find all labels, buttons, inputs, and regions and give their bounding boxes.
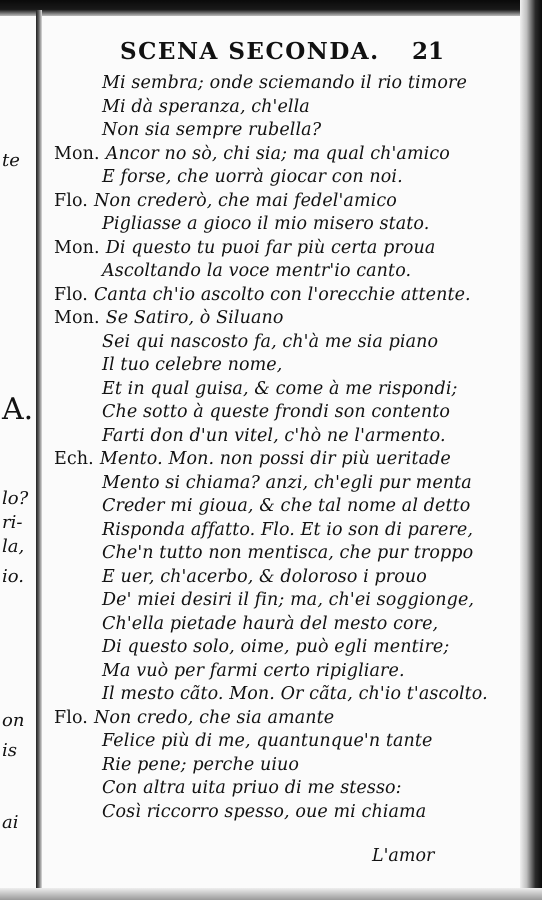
- verse-line: [54, 213, 519, 237]
- verse-line: [54, 190, 519, 214]
- verse-line: [54, 754, 519, 778]
- verse-line: [54, 495, 519, 519]
- verse-text: Di questo tu puoi far più certa proua: [105, 237, 436, 258]
- speaker-label: Flo.: [54, 707, 88, 728]
- facing-page-fragment: A.: [2, 392, 34, 427]
- verse-text: Mi sembra; onde sciemando il rio timore: [102, 73, 467, 93]
- page-header: [120, 38, 500, 68]
- verse-text: Ma vuò per farmi certo ripigliare.: [102, 660, 405, 681]
- verse-text: Se Satiro, ò Siluano: [105, 308, 284, 328]
- speaker-label: Mon.: [54, 143, 100, 164]
- verse-line: [54, 331, 519, 355]
- verse-line: [54, 448, 519, 472]
- verse-text: Non crederò, che mai fedel'amico: [93, 190, 397, 211]
- verse-text: Ancor no sò, chi sia; ma qual ch'amico: [105, 143, 450, 164]
- verse-line: [54, 307, 519, 331]
- verse-line: [54, 519, 519, 543]
- verse-line: [54, 378, 519, 402]
- verse-line: [54, 96, 519, 120]
- verse-text: De' miei desiri il fin; ma, ch'ei soggionge,: [102, 590, 475, 610]
- verse-text: Di questo solo, oime, può egli mentire;: [102, 637, 450, 657]
- speaker-label: Ech.: [54, 449, 94, 469]
- speaker-label: Flo.: [54, 190, 88, 211]
- verse-text: E forse, che uorrà giocar con noi.: [102, 167, 403, 187]
- verse-text: Non sia sempre rubella?: [102, 120, 322, 140]
- verse-text: Sei qui nascosto fa, ch'à me sia piano: [102, 331, 439, 352]
- facing-page-fragment: la,: [2, 536, 25, 557]
- verse-text: Mi dà speranza, ch'ella: [102, 96, 310, 117]
- verse-text: Non credo, che sia amante: [93, 707, 335, 728]
- running-title: SCENA SECONDA.: [120, 38, 380, 65]
- verse-text: Con altra uita priuo di me stesso:: [102, 778, 402, 798]
- facing-page-fragment: on: [2, 710, 25, 731]
- facing-page-fragment: ri-: [2, 512, 23, 533]
- speaker-label: Flo.: [54, 284, 88, 305]
- verse-text: Et in qual guisa, & come à me rispondi;: [102, 378, 458, 399]
- verse-line: [54, 260, 519, 284]
- verse-line: [54, 730, 519, 754]
- verse-line: [54, 354, 519, 378]
- speaker-label: Mon.: [54, 237, 100, 258]
- verse-text: Mento. Mon. non possi dir più ueritade: [99, 449, 451, 469]
- verse-text: Pigliasse a gioco il mio misero stato.: [102, 214, 430, 234]
- verse-text: Risponda affatto. Flo. Et io son di parere,: [102, 519, 474, 540]
- speaker-label: Mon.: [54, 308, 100, 328]
- verse-text: E uer, ch'acerbo, & doloroso i prouo: [102, 566, 427, 587]
- verse-line: [54, 801, 519, 825]
- verse-text: Farti don d'un vitel, c'hò ne l'armento.: [102, 425, 446, 446]
- verse-text: Così riccorro spesso, oue mi chiama: [102, 801, 427, 822]
- verse-text: Il tuo celebre nome,: [102, 355, 283, 375]
- facing-page-fragment: lo?: [2, 488, 29, 509]
- verse-text: Rie pene; perche uiuo: [102, 754, 300, 775]
- facing-page-fragment: is: [2, 740, 17, 761]
- page-bottom-edge: [0, 888, 542, 900]
- facing-page-margin: [0, 0, 36, 900]
- page-top-shadow: [0, 0, 542, 16]
- verse-line: [54, 566, 519, 590]
- facing-page-fragment: ai: [2, 812, 19, 833]
- verse-text: Ch'ella pietade haurà del mesto core,: [102, 613, 439, 634]
- verse-line: [54, 542, 519, 566]
- verse-line: [54, 237, 519, 261]
- verse-line: [54, 683, 519, 707]
- verse-line: [54, 143, 519, 167]
- verse-text: Creder mi gioua, & che tal nome al detto: [102, 496, 471, 516]
- verse-line: [54, 636, 519, 660]
- facing-page-fragment: te: [2, 150, 20, 171]
- verse-text: Ascoltando la voce mentr'io canto.: [102, 261, 412, 281]
- verse-line: [54, 472, 519, 496]
- verse-line: [54, 589, 519, 613]
- verse-line: [54, 660, 519, 684]
- catchword: L'amor: [372, 846, 435, 866]
- verse-text: Felice più di me, quantunque'n tante: [102, 731, 433, 751]
- verse-text-block: [54, 72, 519, 824]
- page-number: 21: [412, 38, 445, 65]
- verse-line: [54, 284, 519, 308]
- verse-text: Che sotto à queste frondi son contento: [102, 402, 451, 422]
- verse-line: [54, 425, 519, 449]
- verse-line: [54, 72, 519, 96]
- verse-line: [54, 401, 519, 425]
- page-right-edge-shadow: [520, 0, 542, 900]
- verse-line: [54, 707, 519, 731]
- verse-text: Mento si chiama? anzi, ch'egli pur menta: [102, 472, 472, 493]
- facing-page-fragment: io.: [2, 566, 24, 587]
- verse-text: Che'n tutto non mentisca, che pur troppo: [102, 543, 474, 563]
- verse-text: Il mesto cãto. Mon. Or cãta, ch'io t'ascolto.: [102, 684, 488, 704]
- verse-line: [54, 613, 519, 637]
- verse-line: [54, 166, 519, 190]
- verse-text: Canta ch'io ascolto con l'orecchie attente.: [93, 284, 471, 305]
- page-gutter: [36, 10, 42, 900]
- verse-line: [54, 119, 519, 143]
- verse-line: [54, 777, 519, 801]
